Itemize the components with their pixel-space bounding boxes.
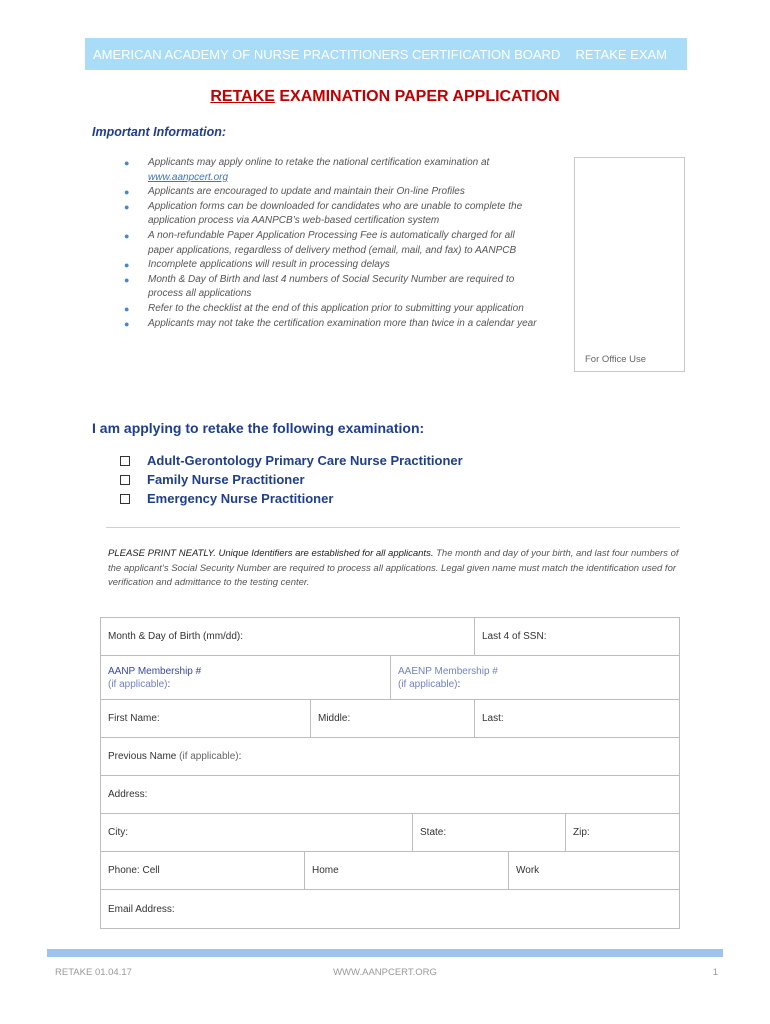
- notice-rest: The month and day of your birth, and last four numbers of the applicant’s Social Security Number are required to process all applications. Legal given name must match the identification used for verification and admittance to the testing center.: [108, 548, 679, 589]
- list-item: [120, 200, 540, 229]
- aaenp-colon: :: [457, 678, 461, 690]
- previous-name-field[interactable]: [101, 738, 679, 775]
- list-item: [120, 185, 540, 200]
- ssn-label: Last 4 of SSN:: [482, 631, 547, 642]
- bullet-icon: ●: [124, 274, 130, 285]
- list-item-text: Application forms can be downloaded for candidates who are unable to complete the application process via AANPCB’s web-based certification system: [148, 200, 523, 227]
- bullet-icon: ●: [124, 187, 130, 198]
- checkbox[interactable]: [120, 475, 130, 485]
- list-item-text: Applicants may apply online to retake the national certification examination at: [148, 157, 490, 168]
- middle-name-field[interactable]: [310, 700, 474, 737]
- list-item-text: A non-refundable Paper Application Processing Fee is automatically charged for all paper applications, regardless of delivery method (email, mail, and fax) to AANPCB: [148, 229, 517, 256]
- email-label: Email Address:: [108, 903, 175, 915]
- previous-name-label: Previous Name: [108, 751, 177, 762]
- phone-work-field[interactable]: [508, 852, 679, 889]
- form-row-previous-name: [101, 738, 679, 776]
- aaenp-field[interactable]: [390, 656, 679, 699]
- phone-cell-field[interactable]: [101, 852, 304, 889]
- website-link[interactable]: www.aanpcert.org: [148, 171, 229, 183]
- print-notice: [108, 547, 683, 591]
- form-row-address: [101, 776, 679, 814]
- form-row-name: [101, 700, 679, 738]
- ssn-field[interactable]: [474, 618, 679, 655]
- divider: [106, 527, 680, 528]
- footer-version: RETAKE 01.04.17: [55, 967, 132, 978]
- form-row-email: [101, 890, 679, 928]
- bullet-icon: ●: [124, 201, 130, 212]
- header-exam: RETAKE EXAM: [575, 46, 667, 62]
- list-item: [120, 273, 540, 302]
- dob-label: Month & Day of Birth (mm/dd):: [108, 631, 244, 642]
- form-row-dob: [101, 618, 679, 656]
- email-field[interactable]: [101, 890, 679, 928]
- dob-field[interactable]: [101, 618, 474, 655]
- phone-work-label: Work: [516, 865, 540, 876]
- aanp-colon: :: [167, 678, 171, 690]
- office-use-label: For Office Use: [585, 354, 647, 365]
- list-item: [120, 258, 540, 273]
- state-field[interactable]: [412, 814, 565, 851]
- list-item-text: Refer to the checklist at the end of this application prior to submitting your application: [148, 302, 524, 314]
- exam-option[interactable]: [120, 489, 463, 508]
- important-info-list: [120, 156, 540, 331]
- header-bar: [85, 38, 687, 70]
- apply-heading: I am applying to retake the following examination:: [92, 420, 425, 436]
- aanp-sub: (if applicable): [108, 678, 168, 690]
- phone-home-field[interactable]: [304, 852, 508, 889]
- address-field[interactable]: [101, 776, 679, 813]
- notice-strong: PLEASE PRINT NEATLY. Unique Identifiers are established for all applicants.: [108, 548, 434, 559]
- list-item: [120, 156, 540, 185]
- page-title: [0, 88, 770, 106]
- middle-name-label: Middle:: [318, 713, 351, 724]
- footer-website[interactable]: WWW.AANPCERT.ORG: [333, 967, 437, 978]
- form-row-city: [101, 814, 679, 852]
- exam-option[interactable]: [120, 451, 463, 470]
- office-use-box: [574, 157, 685, 372]
- last-name-label: Last:: [482, 713, 504, 724]
- header-org: AMERICAN ACADEMY OF NURSE PRACTITIONERS CERTIFICATION BOARD: [93, 46, 561, 62]
- list-item: [120, 317, 540, 332]
- bullet-icon: ●: [124, 303, 130, 314]
- exam-option-label: Adult-Gerontology Primary Care Nurse Practitioner: [147, 453, 463, 468]
- exam-option-label: Family Nurse Practitioner: [147, 472, 305, 487]
- previous-name-sub: (if applicable): [179, 751, 239, 762]
- footer-bar: [47, 949, 723, 957]
- checkbox[interactable]: [120, 456, 130, 466]
- phone-home-label: Home: [312, 865, 339, 876]
- aanp-field[interactable]: [101, 656, 390, 699]
- previous-name-colon: :: [238, 751, 242, 762]
- state-label: State:: [420, 827, 447, 838]
- zip-label: Zip:: [573, 827, 590, 838]
- list-item: [120, 302, 540, 317]
- form-row-phone: [101, 852, 679, 890]
- title-rest: EXAMINATION PAPER APPLICATION: [274, 88, 560, 105]
- first-name-field[interactable]: [101, 700, 310, 737]
- list-item-text: Applicants may not take the certification examination more than twice in a calendar year: [148, 317, 537, 329]
- list-item: [120, 229, 540, 258]
- bullet-icon: ●: [124, 158, 130, 168]
- aaenp-label: AAENP Membership #: [398, 665, 498, 677]
- bullet-icon: ●: [124, 230, 130, 241]
- exam-option-label: Emergency Nurse Practitioner: [147, 491, 334, 506]
- bullet-icon: ●: [124, 318, 130, 329]
- zip-field[interactable]: [565, 814, 679, 851]
- exam-options: [120, 451, 463, 508]
- address-label: Address:: [108, 789, 148, 800]
- page-number: 1: [712, 967, 718, 978]
- aaenp-sub: (if applicable): [398, 678, 458, 690]
- list-item-text: Month & Day of Birth and last 4 numbers of Social Security Number are required to process all applications: [148, 273, 515, 300]
- exam-option[interactable]: [120, 470, 463, 489]
- last-name-field[interactable]: [474, 700, 679, 737]
- aanp-label: AANP Membership #: [108, 665, 202, 677]
- phone-cell-label: Phone: Cell: [108, 865, 160, 876]
- list-item-text: Applicants are encouraged to update and maintain their On-line Profiles: [148, 186, 465, 198]
- form-row-membership: [101, 656, 679, 700]
- checkbox[interactable]: [120, 494, 130, 504]
- city-label: City:: [108, 827, 128, 838]
- title-underlined: RETAKE: [210, 88, 275, 105]
- first-name-label: First Name:: [108, 713, 160, 724]
- important-info-heading: Important Information:: [92, 125, 227, 139]
- applicant-form: [100, 617, 680, 929]
- bullet-icon: ●: [124, 260, 130, 271]
- list-item-text: Incomplete applications will result in processing delays: [148, 259, 390, 271]
- city-field[interactable]: [101, 814, 412, 851]
